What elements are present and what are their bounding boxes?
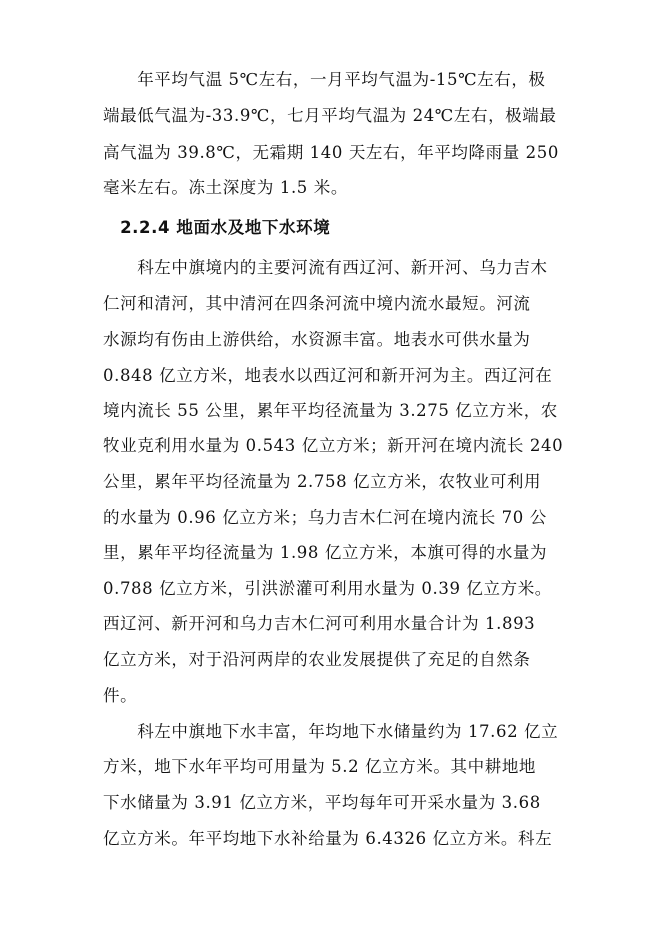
paragraph-line: 公里，累年平均径流量为 2.758 亿立方米，农牧业可利用 bbox=[103, 472, 542, 491]
paragraph-line: 件。 bbox=[103, 686, 138, 705]
paragraph-line: 毫米左右。冻土深度为 1.5 米。 bbox=[103, 178, 348, 197]
paragraph-line: 端最低气温为-33.9℃，七月平均气温为 24℃左右，极端最 bbox=[103, 106, 557, 125]
paragraph-line: 西辽河、新开河和乌力吉木仁河可利用水量合计为 1.893 bbox=[103, 614, 536, 633]
paragraph-line: 仁河和清河，其中清河在四条河流中境内流水最短。河流 bbox=[103, 294, 531, 313]
paragraph-line: 下水储量为 3.91 亿立方米，平均每年可开采水量为 3.68 bbox=[103, 793, 541, 812]
paragraph-line: 0.848 亿立方米，地表水以西辽河和新开河为主。西辽河在 bbox=[103, 366, 553, 385]
paragraph-line: 0.788 亿立方米，引洪淤灌可利用水量为 0.39 亿立方米。 bbox=[103, 579, 552, 598]
paragraph-line: 亿立方米。年平均地下水补给量为 6.4326 亿立方米。科左 bbox=[103, 829, 553, 848]
paragraph-line: 里，累年平均径流量为 1.98 亿立方米，本旗可得的水量为 bbox=[103, 543, 548, 562]
paragraph-line: 的水量为 0.96 亿立方米；乌力吉木仁河在境内流长 70 公 bbox=[103, 508, 547, 527]
paragraph-line: 水源均有伤由上游供给，水资源丰富。地表水可供水量为 bbox=[103, 330, 531, 349]
paragraph-line: 亿立方米，对于沿河两岸的农业发展提供了充足的自然条 bbox=[103, 650, 531, 669]
section-heading: 2.2.4 地面水及地下水环境 bbox=[103, 218, 331, 237]
paragraph-line: 科左中旗境内的主要河流有西辽河、新开河、乌力吉木 bbox=[103, 258, 548, 277]
paragraph-line: 境内流长 55 公里，累年平均径流量为 3.275 亿立方米，农 bbox=[103, 401, 558, 420]
paragraph-line: 方米，地下水年平均可用量为 5.2 亿立方米。其中耕地地 bbox=[103, 757, 537, 776]
paragraph-line: 科左中旗地下水丰富，年均地下水储量约为 17.62 亿立 bbox=[103, 722, 559, 741]
paragraph-line: 高气温为 39.8℃，无霜期 140 天左右，年平均降雨量 250 bbox=[103, 143, 559, 162]
paragraph-line: 牧业克利用水量为 0.543 亿立方米；新开河在境内流长 240 bbox=[103, 436, 564, 455]
paragraph-line: 年平均气温 5℃左右，一月平均气温为-15℃左右，极 bbox=[103, 70, 546, 89]
